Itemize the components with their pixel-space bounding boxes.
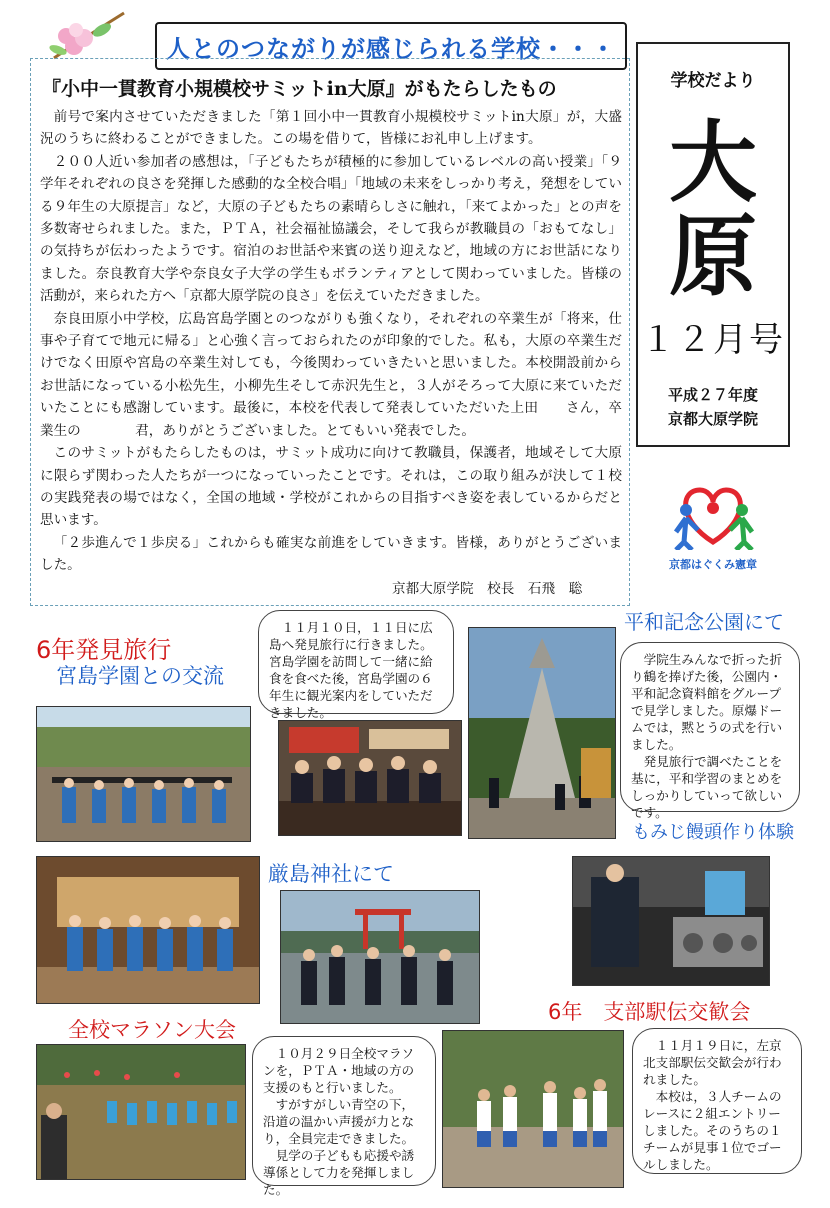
shrine-title: 厳島神社にて [268, 862, 394, 886]
photo-miyajima-exchange [36, 706, 251, 842]
school-year: 平成２７年度 [667, 386, 758, 404]
trip-text-bubble [258, 610, 454, 720]
photo-group-balcony [36, 856, 260, 1004]
trip-text: １１月１０日，１１日に広島へ発見旅行に行きました。宮島学園を訪問して一緒に給食を食べた後，宮島学園の６年生に観光案内をしていただきました。 [269, 620, 433, 720]
headline-text: 人とのつながりが感じられる学校・・・ [166, 34, 616, 63]
newsletter-label: 学校だより [670, 71, 756, 91]
peace-text-1: 学院生みんなで折った折り鶴を捧げた後，公園内・平和記念資料館をグループで見学しました。原爆ドームでは，黙とうの式を行いました。 [631, 652, 783, 752]
article-body [40, 106, 622, 577]
marathon-text-2: すがすがしい青空の下，沿道の温かい声援が力となり，全員完走できました。 [263, 1097, 415, 1146]
marathon-text-3: 見学の子どもも応援や誘導係として力を発揮しました。 [263, 1148, 415, 1197]
marathon-text-bubble [252, 1036, 436, 1197]
newsletter-name-char-2: 原 [668, 204, 757, 308]
article-paragraph: ２００人近い参加者の感想は，「子どもたちが積極的に参加しているレベルの高い授業」「９学年それぞれの良さを発揮した感動的な全校合唱」「地域の未来をしっかり考え，発想をしている９年生の大原提言」など，大原の子どもたちの素晴らしさに触れ，「来てよかった」との声を多数寄せられました。また，ＰＴＡ，社会福祉協議会，そして我らが教職員の「おもてなし」の気持ちが伝わったようです。宿泊のお世話や来賓の送り迎えなど，地域の方にお世話になりました。奈良教育大学や奈良女子大学の学生もボランティアとして関わっていました。皆様の活動が，来られた方へ「京都大原学院の良さ」を伝えていただきました。 [40, 153, 622, 305]
trip-title: 6年発見旅行 [36, 636, 172, 664]
article-paragraph: 前号で案内させていただきました「第１回小中一貫教育小規模校サミットin大原」が，大盛況のうちに終わることができました。この場を借りて，皆様にお礼申し上げます。 [40, 109, 622, 148]
photo-marathon [36, 1044, 246, 1180]
ekiden-text-1: １１月１９日に，左京北支部駅伝交歓会が行われました。 [643, 1038, 782, 1087]
family-logo-icon [658, 480, 768, 550]
peace-text-bubble [620, 642, 800, 820]
ekiden-title: 6年 支部駅伝交歓会 [548, 1000, 751, 1024]
issue-month: １２月号 [641, 320, 785, 360]
article-title: 『小中一貫教育小規模校サミットin大原』がもたらしたもの [42, 78, 557, 100]
photo-ekiden [442, 1030, 624, 1188]
photo-momiji-making [572, 856, 770, 986]
photo-itsukushima-shrine [280, 890, 480, 1024]
hagukumi-charter-logo [658, 480, 768, 570]
school-name: 京都大原学院 [667, 410, 758, 428]
photo-lunch [278, 720, 462, 836]
logo-caption: 京都はぐくみ憲章 [669, 558, 757, 571]
article-paragraph: 奈良田原小中学校，広島宮島学園とのつながりも強くなり，それぞれの卒業生が「将来，仕事や子育てで地元に帰る」と心強く言っておられたのが印象的でした。私も，大原の卒業生だけでなく田原や宮島の卒業生対しても，今後関わっていきたいと思いました。本校開設前からお世話になっている小松先生，小柳先生そして赤沢先生と，３人がそろって大原に来ていただいたことにも感謝しています。最後に，本校を代表して発表していただいた上田 さん，卒業生の 君，ありがとうございました。とてもいい発表でした。 [40, 310, 622, 439]
masthead [636, 42, 790, 447]
momiji-title: もみじ饅頭作り体験 [632, 822, 794, 843]
ekiden-text-bubble [632, 1028, 802, 1174]
article-paragraph: 「２歩進んで１歩戻る」これからも確実な前進をしていきます。皆様，ありがとうございました。 [40, 534, 622, 574]
newsletter-name-char-1: 大 [668, 110, 757, 214]
article-signature: 京都大原学院 校長 石飛 聡 [392, 581, 583, 597]
marathon-title: 全校マラソン大会 [68, 1018, 236, 1042]
ekiden-text-2: 本校は，３人チームのレースに２組エントリーしました。そのうちの１チームが見事１位でゴールしました。 [643, 1089, 782, 1172]
peace-text-2: 発見旅行で調べたことを基に，平和学習のまとめをしっかりしていって欲しいです。 [631, 754, 783, 820]
marathon-text-1: １０月２９日全校マラソンを，ＰＴＡ・地域の方の支援のもと行いました。 [263, 1046, 415, 1095]
peace-title: 平和記念公園にて [624, 610, 784, 634]
trip-subtitle: 宮島学園との交流 [56, 664, 224, 688]
photo-peace-monument [468, 627, 616, 839]
article-paragraph: このサミットがもたらしたものは，サミット成功に向けて教職員，保護者，地域そして大原に限らず関わった人たちが一つになっていったことです。それは，この取り組みが決して１校の実践発表の場ではなく，全国の地域・学校がこれからの目指すべき姿を表しているからだと思います。 [40, 445, 622, 529]
